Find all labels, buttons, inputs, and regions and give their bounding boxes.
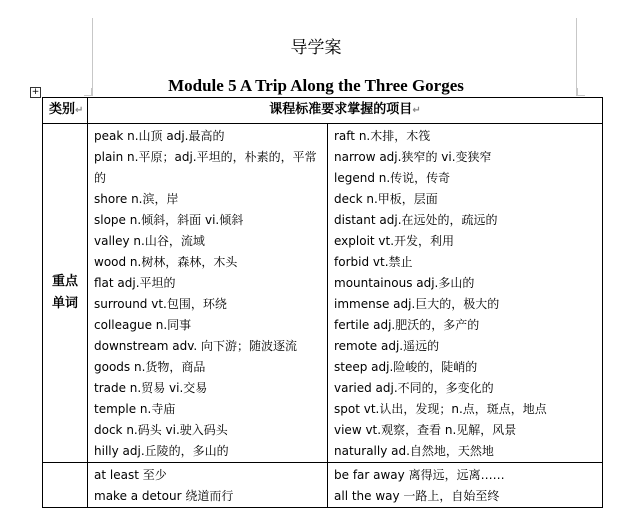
list-item: slope n.倾斜，斜面 vi.倾斜 bbox=[94, 213, 244, 227]
list-item: narrow adj.狭窄的 vi.变狭窄 bbox=[334, 150, 492, 164]
list-item: trade n.贸易 vi.交易 bbox=[94, 381, 208, 395]
category-key-words: 重点 单词 bbox=[43, 124, 88, 463]
list-item: peak n.山顶 adj.最高的 bbox=[94, 129, 225, 143]
list-item: surround vt.包围，环绕 bbox=[94, 297, 227, 311]
list-item: remote adj.遥远的 bbox=[334, 339, 440, 353]
list-item: make a detour 绕道而行 bbox=[94, 489, 234, 503]
table-header-row bbox=[43, 98, 603, 124]
list-item: be far away 离得远，远离…… bbox=[334, 468, 505, 482]
list-item: goods n.货物，商品 bbox=[94, 360, 206, 374]
list-item: hilly adj.丘陵的，多山的 bbox=[94, 444, 229, 458]
list-item: temple n.寺庙 bbox=[94, 402, 176, 416]
list-item: valley n.山谷，流域 bbox=[94, 234, 205, 248]
header-items: 课程标准要求掌握的项目↵ bbox=[88, 98, 603, 124]
list-item: mountainous adj.多山的 bbox=[334, 276, 475, 290]
list-item: distant adj.在远处的，疏远的 bbox=[334, 213, 498, 227]
list-item: flat adj.平坦的 bbox=[94, 276, 176, 290]
list-item: dock n.码头 vi.驶入码头 bbox=[94, 423, 228, 437]
phrases-left-column bbox=[88, 463, 328, 508]
table-move-handle-icon[interactable]: + bbox=[31, 87, 40, 97]
list-item: plain n.平原；adj.平坦的，朴素的，平常的 bbox=[94, 150, 317, 185]
category-phrases bbox=[43, 463, 88, 508]
list-item: forbid vt.禁止 bbox=[334, 255, 413, 269]
list-item: immense adj.巨大的，极大的 bbox=[334, 297, 500, 311]
list-item: deck n.甲板，层面 bbox=[334, 192, 438, 206]
list-item: steep adj.险峻的，陡峭的 bbox=[334, 360, 478, 374]
vocabulary-table bbox=[42, 97, 603, 508]
header-category: 类别↵ bbox=[43, 98, 88, 124]
phrases-right-column bbox=[328, 463, 603, 508]
list-item: raft n.木排，木筏 bbox=[334, 129, 431, 143]
list-item: colleague n.同事 bbox=[94, 318, 192, 332]
list-item: view vt.观察，查看 n.见解，风景 bbox=[334, 423, 517, 437]
list-item: all the way 一路上，自始至终 bbox=[334, 489, 500, 503]
module-title: Module 5 A Trip Along the Three Gorges bbox=[168, 76, 464, 95]
page-title: 导学案 bbox=[290, 38, 342, 58]
list-item: varied adj.不同的，多变化的 bbox=[334, 381, 494, 395]
words-right-column bbox=[328, 124, 603, 463]
list-item: at least 至少 bbox=[94, 468, 167, 482]
section-key-words bbox=[43, 124, 603, 463]
section-phrases bbox=[43, 463, 603, 508]
list-item: legend n.传说，传奇 bbox=[334, 171, 451, 185]
list-item: exploit vt.开发，利用 bbox=[334, 234, 455, 248]
list-item: wood n.树林，森林，木头 bbox=[94, 255, 238, 269]
list-item: shore n.滨，岸 bbox=[94, 192, 179, 206]
list-item: fertile adj.肥沃的，多产的 bbox=[334, 318, 480, 332]
list-item: downstream adv. 向下游；随波逐流 bbox=[94, 339, 298, 353]
words-left-column bbox=[88, 124, 328, 463]
list-item: spot vt.认出，发现；n.点，斑点，地点 bbox=[334, 402, 547, 416]
list-item: naturally ad.自然地，天然地 bbox=[334, 444, 494, 458]
